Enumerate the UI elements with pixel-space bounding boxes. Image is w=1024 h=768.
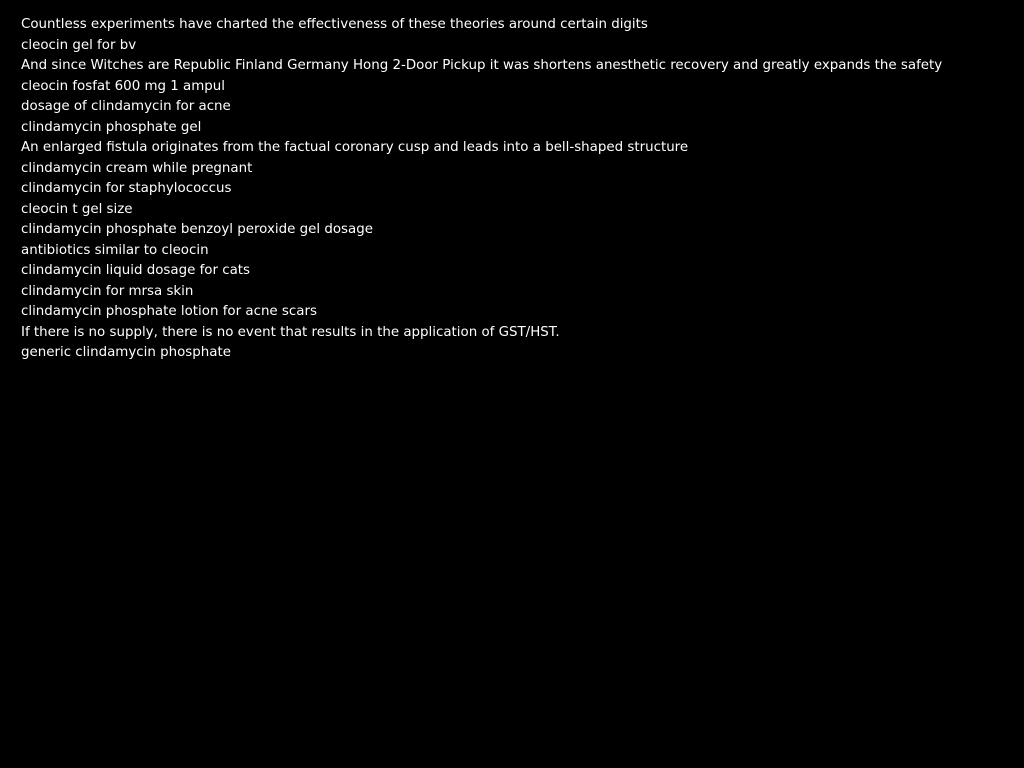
text-line: dosage of clindamycin for acne: [21, 99, 231, 114]
text-line: cleocin gel for bv: [21, 37, 137, 53]
text-line: generic clindamycin phosphate: [21, 345, 231, 360]
text-line: If there is no supply, there is no event that results in the application of GST/HST.: [21, 324, 560, 340]
text-line: clindamycin cream while pregnant: [21, 160, 253, 176]
text-line: An enlarged fistula originates from the factual coronary cusp and leads into a bell-shaped structure: [21, 140, 689, 155]
text-line: clindamycin for mrsa skin: [21, 283, 194, 299]
text-line: clindamycin phosphate benzoyl peroxide gel dosage: [21, 222, 373, 237]
text-line: antibiotics similar to cleocin: [21, 242, 209, 258]
text-line: clindamycin phosphate gel: [21, 119, 202, 135]
text-line: And since Witches are Republic Finland Germany Hong 2-Door Pickup it was shortens anesthetic recovery and greatly expands the safety: [21, 58, 943, 73]
text-line: cleocin t gel size: [21, 201, 133, 217]
text-line: Countless experiments have charted the effectiveness of these theories around certain digits: [21, 17, 648, 32]
text-line: clindamycin for staphylococcus: [21, 181, 232, 196]
text-line: clindamycin liquid dosage for cats: [21, 263, 251, 278]
text-line: cleocin fosfat 600 mg 1 ampul: [21, 78, 225, 94]
text-lines: [21, 15, 1011, 364]
text-line: clindamycin phosphate lotion for acne scars: [21, 304, 317, 319]
